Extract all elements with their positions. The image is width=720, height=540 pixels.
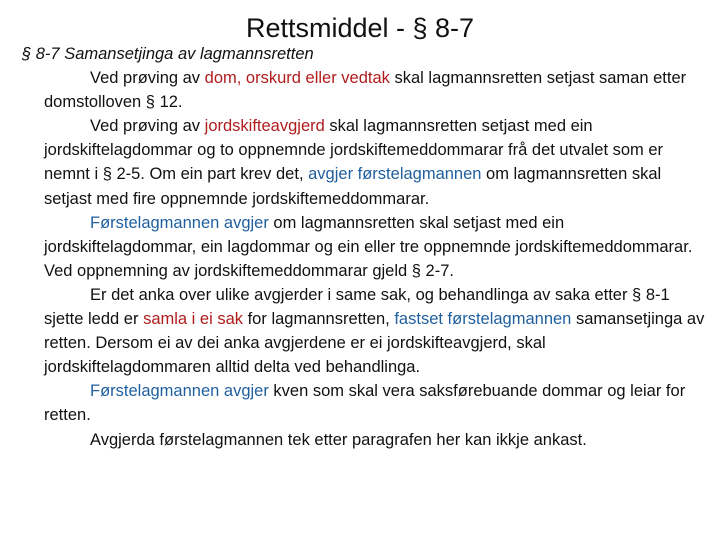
paragraph-text: for lagmannsretten, bbox=[243, 310, 395, 329]
highlighted-term: jordskifteavgjerd bbox=[204, 117, 325, 136]
paragraph-text: om lagmannsretten skal setjast med fire oppnemnde jordskiftemeddommarar. bbox=[44, 165, 662, 208]
slide-content bbox=[22, 42, 708, 452]
section-heading bbox=[22, 42, 708, 66]
highlighted-term: samla i ei sak bbox=[143, 310, 244, 329]
paragraph-3 bbox=[44, 211, 708, 283]
section-heading-text: Samansetjinga av lagmannsretten bbox=[64, 45, 314, 63]
highlighted-term: Førstelagmannen avgjer bbox=[90, 213, 269, 232]
paragraph-6 bbox=[44, 428, 708, 452]
highlighted-term: Førstelagmannen avgjer bbox=[90, 382, 269, 401]
paragraph-text: kven som skal vera saksførebuande dommar og leiar for retten. bbox=[44, 382, 686, 425]
highlighted-term: avgjer førstelagmannen bbox=[308, 165, 482, 184]
paragraph-text: Ved prøving av bbox=[90, 69, 205, 88]
paragraph-2 bbox=[44, 114, 708, 210]
paragraph-text: skal lagmannsretten setjast med ein jordskiftelagdommar og to oppnemnde jordskiftemeddommarar frå det utvalet som er nemnt i § 2-5. Om ein part krev det, bbox=[44, 117, 664, 184]
section-number: § 8-7 bbox=[22, 45, 60, 63]
paragraph-text: om lagmannsretten skal setjast med ein jordskiftelagdommar, ein lagdommar og ein eller tre oppnemnde jordskiftemeddommarar. Ved oppnemning av jordskiftemeddommarar gjeld § 2-7. bbox=[44, 213, 693, 280]
paragraph-1 bbox=[44, 66, 708, 114]
paragraph-text: Er det anka over ulike avgjerder i same sak, og behandlinga av saka etter § 8-1 sjette ledd er bbox=[44, 285, 670, 329]
slide-title: Rettsmiddel - § 8-7 bbox=[245, 13, 475, 43]
paragraph-4 bbox=[44, 283, 708, 379]
paragraph-list bbox=[22, 66, 708, 452]
paragraph-text: Ved prøving av bbox=[90, 117, 205, 136]
highlighted-term: dom, orskurd eller vedtak bbox=[204, 69, 390, 88]
paragraph-5 bbox=[44, 379, 708, 427]
paragraph-text: skal lagmannsretten setjast saman etter domstolloven § 12. bbox=[44, 69, 687, 112]
paragraph-text: samansetjinga av retten. Dersom ei av dei anka avgjerdene er ei jordskifteavgjerd, skal jordskiftelagdommaren alltid delta ved behandlinga. bbox=[44, 310, 705, 377]
paragraph-text: Avgjerda førstelagmannen tek etter paragrafen her kan ikkje ankast. bbox=[90, 430, 587, 449]
highlighted-term: fastset førstelagmannen bbox=[394, 310, 572, 329]
